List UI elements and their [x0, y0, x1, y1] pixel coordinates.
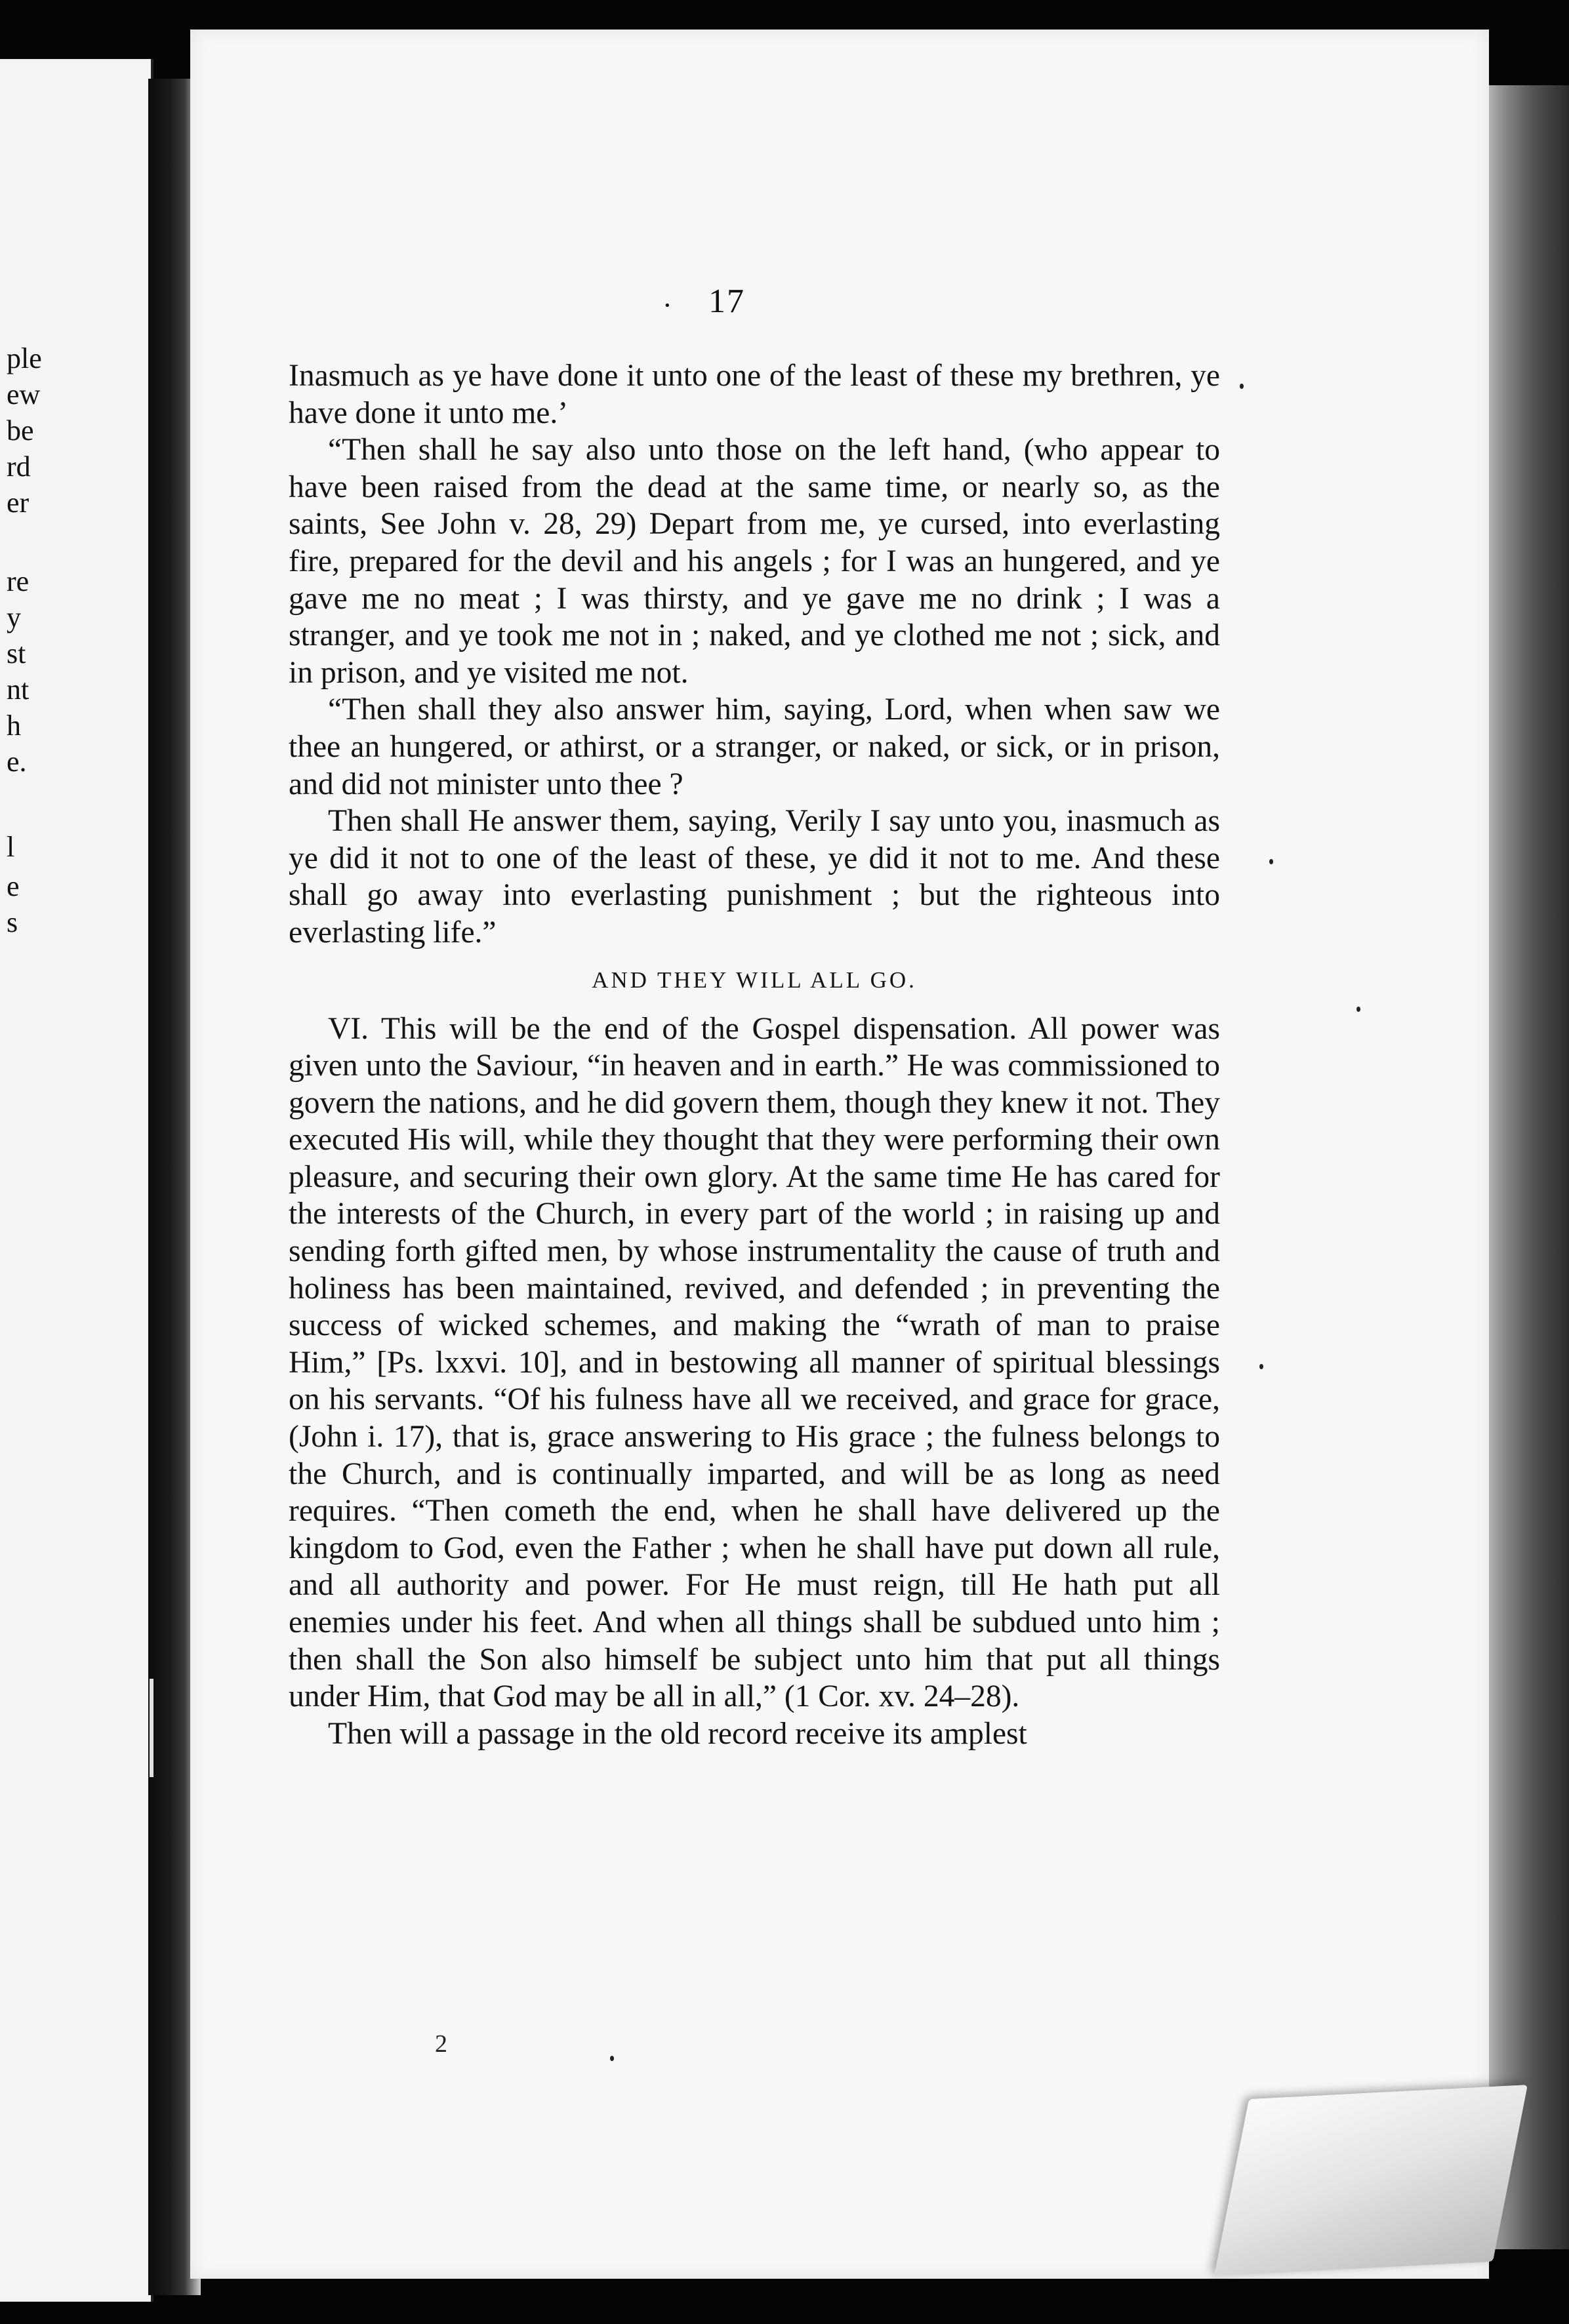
left-fragment: e. [7, 746, 27, 778]
page-number-dot: · [662, 289, 672, 321]
left-fragment: st [7, 637, 26, 670]
body-paragraph: Then shall He answer them, saying, Verily I say unto you, inasmuch as ye did it not to one of the least of these, ye did it not to me. And these shall go away into everlasting punishment ; but the righteous into everlasting life.” [289, 804, 1220, 950]
left-fragment: ew [7, 378, 41, 411]
folded-page-corner [1214, 2085, 1528, 2276]
left-fragment: e [7, 870, 20, 902]
left-fragment: er [7, 487, 30, 519]
left-fragment: y [7, 601, 21, 633]
left-fragment: l [7, 831, 15, 863]
page-body-text [289, 357, 1220, 1752]
page-number: 17 [708, 283, 745, 320]
left-fragment: s [7, 906, 18, 938]
body-paragraph: “Then shall they also answer him, saying, Lord, when when saw we thee an hungered, or athirst, or a stranger, or naked, or sick, or in prison, and did not minister unto thee ? [289, 692, 1220, 801]
signature-mark: 2 [435, 2030, 447, 2058]
body-paragraph: Inasmuch as ye have done it unto one of the least of these my brethren, ye have done it unto me.’ [289, 359, 1220, 430]
left-fragment: ple [7, 342, 42, 374]
scan-speck [1259, 1364, 1263, 1369]
left-facing-page [0, 59, 153, 2302]
scan-speck [1356, 1007, 1360, 1012]
page-stack-edge [1476, 85, 1569, 2249]
margin-mark [150, 1679, 153, 1777]
section-heading: AND THEY WILL ALL GO. [592, 967, 917, 993]
scan-speck [610, 2056, 614, 2061]
scan-speck [1269, 859, 1273, 864]
scan-speck [1240, 384, 1244, 389]
body-paragraph: Then will a passage in the old record receive its amplest [328, 1716, 1027, 1751]
left-fragment: rd [7, 451, 31, 483]
left-fragment: nt [7, 673, 30, 706]
left-fragment: h [7, 710, 21, 742]
left-fragment: re [7, 565, 30, 597]
body-paragraph: “Then shall he say also unto those on the left hand, (who appear to have been raised from the dead at the same time, or nearly so, as the saints, See John v. 28, 29) Depart from me, ye cursed, into everlasting fire, prepared for the devil and his angels ; for I was an hungered, and ye gave me no meat ; I was thirsty, and ye gave me no drink ; I was a stranger, and ye took me not in ; naked, and ye clothed me not ; sick, and in prison, and ye visited me not. [289, 433, 1220, 690]
left-page-fragments [0, 59, 151, 2302]
body-paragraph: VI. This will be the end of the Gospel dispensation. All power was given unto the Saviour, “in heaven and in earth.” He was commissioned to govern the nations, and he did govern them, though they knew it not. They executed His will, while they thought that they were performing their own pleasure, and securing their own glory. At the same time He has cared for the interests of the Church, in every part of the world ; in raising up and sending forth gifted men, by whose instrumentality the cause of truth and holiness has been maintained, revived, and defended ; in preventing the success of wicked schemes, and making the “wrath of man to praise Him,” [Ps. lxxvi. 10], and in bestowing all manner of spiritual blessings on his servants. “Of his fulness have all we received, and grace for grace, (John i. 17), that is, grace answering to His grace ; the fulness belongs to the Church, and is continually imparted, and will be as long as need requires. “Then cometh the end, when he shall have delivered up the kingdom to God, even the Father ; when he shall have put down all rule, and all authority and power. For He must reign, till He hath put all enemies under his feet. And when all things shall be subdued unto him ; then shall the Son also himself be subject unto him that put all things under Him, that God may be all in all,” (1 Cor. xv. 24–28). [289, 1011, 1220, 1714]
left-fragment: be [7, 414, 34, 447]
